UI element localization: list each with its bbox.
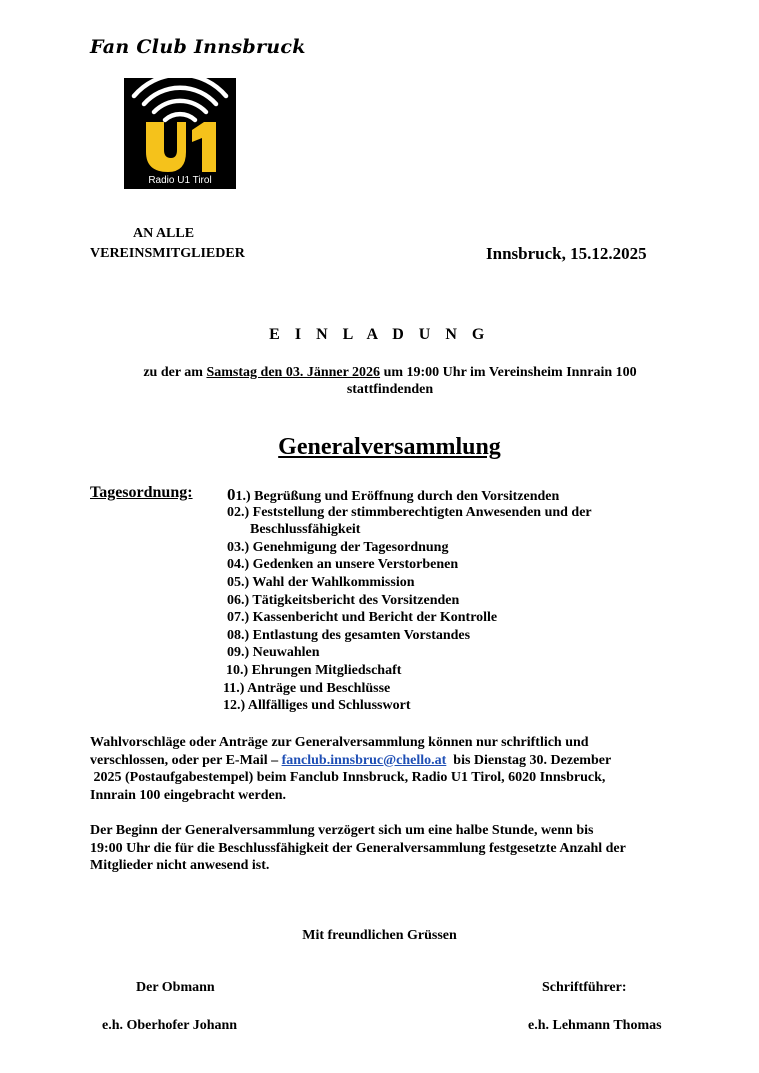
radio-u1-logo bbox=[124, 78, 236, 189]
agenda-item-5: 05.) Wahl der Wahlkommission bbox=[227, 575, 415, 590]
submission-paragraph bbox=[90, 734, 690, 804]
agenda-item-1 bbox=[227, 485, 559, 505]
chairman-name: e.h. Oberhofer Johann bbox=[102, 1018, 238, 1033]
intro-line-1 bbox=[90, 364, 690, 381]
agenda-item-7: 07.) Kassenbericht und Bericht der Kontrolle bbox=[227, 610, 498, 625]
agenda-item-12: 12.) Allfälliges und Schlusswort bbox=[223, 698, 411, 713]
recipient-line-2: VEREINSMITGLIEDER bbox=[90, 246, 245, 261]
agenda-item-1-text: 1.) Begrüßung und Eröffnung durch den Vorsitzenden bbox=[235, 489, 560, 504]
club-name: Fan Club Innsbruck bbox=[90, 36, 306, 58]
agenda-item-10: 10.) Ehrungen Mitgliedschaft bbox=[226, 663, 402, 678]
agenda-item-8: 08.) Entlastung des gesamten Vorstandes bbox=[227, 628, 471, 643]
quorum-line-3: Mitglieder nicht anwesend ist. bbox=[90, 858, 270, 873]
secretary-name: e.h. Lehmann Thomas bbox=[528, 1018, 662, 1033]
submission-line-2 bbox=[90, 752, 690, 770]
chairman-title: Der Obmann bbox=[136, 980, 215, 995]
submission-line-2-post: bis Dienstag 30. Dezember bbox=[446, 752, 612, 768]
intro-line-2: stattfindenden bbox=[346, 382, 434, 397]
email-link[interactable]: fanclub.innsbruc@chello.at bbox=[281, 752, 447, 768]
intro-post: um 19:00 Uhr im Vereinsheim Innrain 100 bbox=[380, 365, 637, 380]
quorum-line-2: 19:00 Uhr die für die Beschlussfähigkeit der Generalversammlung festgesetzte Anzahl der bbox=[90, 840, 626, 856]
agenda-item-3: 03.) Genehmigung der Tagesordnung bbox=[227, 540, 449, 555]
recipient-line-1: AN ALLE bbox=[133, 226, 195, 241]
agenda-item-6: 06.) Tätigkeitsbericht des Vorsitzenden bbox=[227, 593, 460, 608]
submission-line-1: Wahlvorschläge oder Anträge zur Generalversammlung können nur schriftlich und bbox=[90, 735, 589, 750]
quorum-paragraph bbox=[90, 822, 690, 875]
agenda-item-9: 09.) Neuwahlen bbox=[227, 645, 320, 660]
logo-caption: Radio U1 Tirol bbox=[148, 175, 212, 186]
submission-line-3: 2025 (Postaufgabestempel) beim Fanclub Innsbruck, Radio U1 Tirol, 6020 Innsbruck, bbox=[90, 770, 606, 785]
agenda-item-4: 04.) Gedenken an unsere Verstorbenen bbox=[227, 557, 459, 572]
secretary-title: Schriftführer: bbox=[542, 980, 627, 995]
invitation-title: E I N L A D U N G bbox=[269, 326, 490, 343]
agenda-item-2: 02.) Feststellung der stimmberechtigten Anwesenden und der bbox=[227, 505, 592, 520]
agenda-label: Tagesordnung: bbox=[90, 484, 193, 501]
letter-date: Innsbruck, 15.12.2025 bbox=[486, 244, 647, 263]
u1-logo-graphic bbox=[124, 78, 236, 173]
meeting-heading: Generalversammlung bbox=[278, 434, 501, 460]
closing-greeting: Mit freundlichen Grüssen bbox=[302, 928, 457, 943]
invitation-intro bbox=[90, 364, 690, 398]
meeting-date: Samstag den 03. Jänner 2026 bbox=[206, 365, 381, 380]
submission-line-2-pre: verschlossen, oder per E-Mail – bbox=[90, 752, 282, 768]
agenda-item-2-cont: Beschlussfähigkeit bbox=[250, 522, 361, 537]
agenda-item-11: 11.) Anträge und Beschlüsse bbox=[223, 681, 391, 696]
quorum-line-1: Der Beginn der Generalversammlung verzögert sich um eine halbe Stunde, wenn bis bbox=[90, 823, 594, 838]
intro-pre: zu der am bbox=[143, 365, 207, 380]
submission-line-4: Innrain 100 eingebracht werden. bbox=[90, 787, 286, 803]
agenda-item-1-prefix: 0 bbox=[227, 485, 236, 504]
